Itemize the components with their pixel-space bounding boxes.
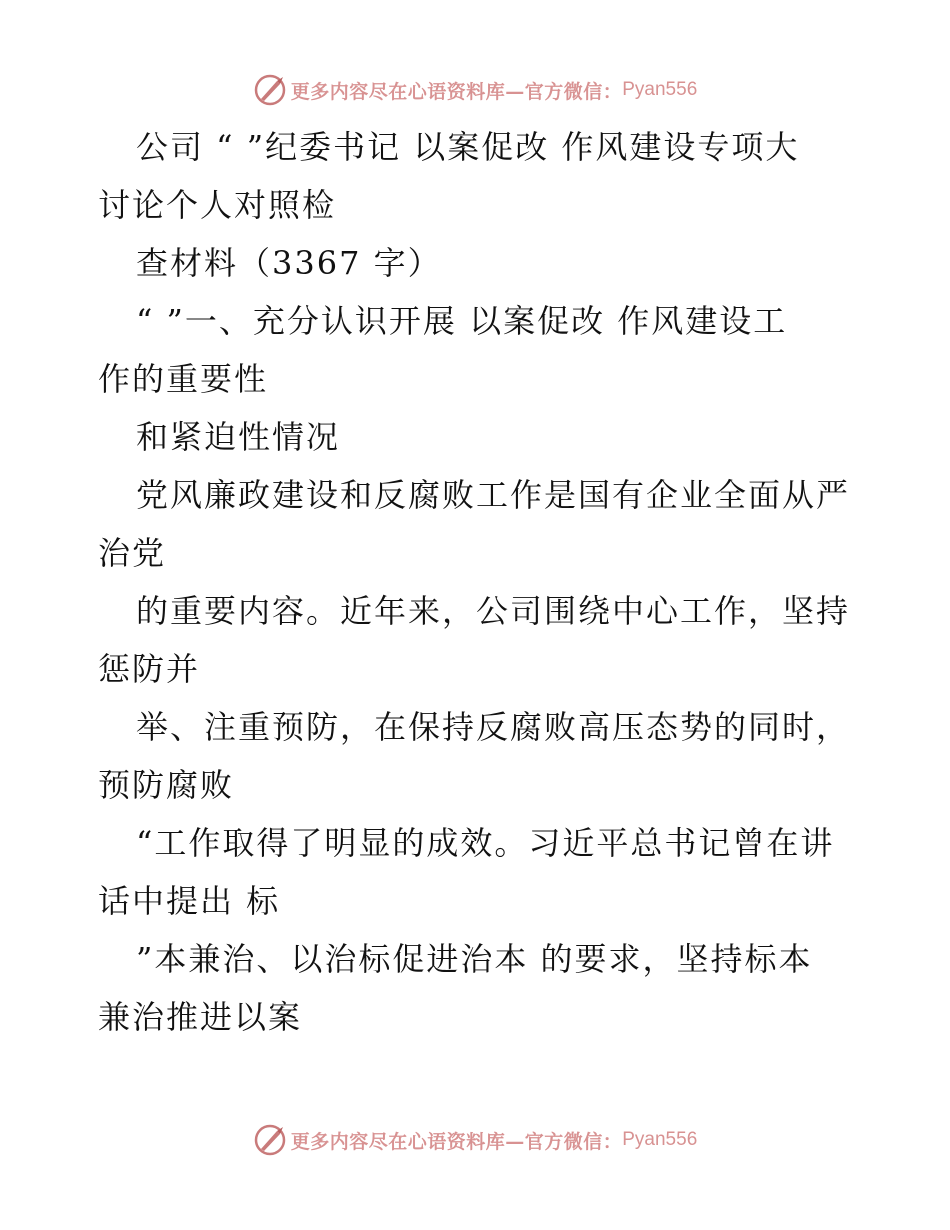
section-heading-line-3: 和紧迫性情况 xyxy=(136,418,341,456)
quill-logo-icon xyxy=(253,1123,287,1157)
paragraph-line: 的重要内容。近年来，公司围绕中心工作，坚持 xyxy=(136,592,851,630)
footer-banner-text: 更多内容尽在心语资料库—官方微信： xyxy=(290,1130,623,1153)
paragraph-line: 预防腐败 xyxy=(98,766,235,804)
paragraph-line: 兼治推进以案 xyxy=(98,998,303,1036)
section-heading-line-1: “ ”一、充分认识开展 以案促改 作风建设工 xyxy=(136,302,788,340)
quill-logo-icon xyxy=(253,73,287,107)
paragraph-line: 治党 xyxy=(98,534,167,572)
header-banner-id: Pyan556 xyxy=(622,79,698,100)
header-banner-text: 更多内容尽在心语资料库—官方微信： xyxy=(290,80,623,103)
paragraph-line: ”本兼治、以治标促进治本 的要求，坚持标本 xyxy=(136,940,813,978)
title-line-2: 讨论个人对照检 xyxy=(98,186,337,224)
paragraph-line: 惩防并 xyxy=(98,650,201,688)
header-banner xyxy=(0,70,950,110)
paragraph-line: 党风廉政建设和反腐败工作是国有企业全面从严 xyxy=(136,476,851,514)
footer-banner-id: Pyan556 xyxy=(622,1129,698,1150)
paragraph-line: 话中提出 标 xyxy=(98,882,281,920)
title-line-1: 公司 “ ”纪委书记 以案促改 作风建设专项大 xyxy=(136,128,800,166)
footer-banner xyxy=(0,1120,950,1160)
paragraph-line: 举、注重预防，在保持反腐败高压态势的同时， xyxy=(136,708,851,746)
document-body xyxy=(98,118,858,1046)
section-heading-line-2: 作的重要性 xyxy=(98,360,269,398)
title-line-3: 查材料（3367 字） xyxy=(136,244,442,282)
paragraph-line: “工作取得了明显的成效。习近平总书记曾在讲 xyxy=(136,824,835,862)
